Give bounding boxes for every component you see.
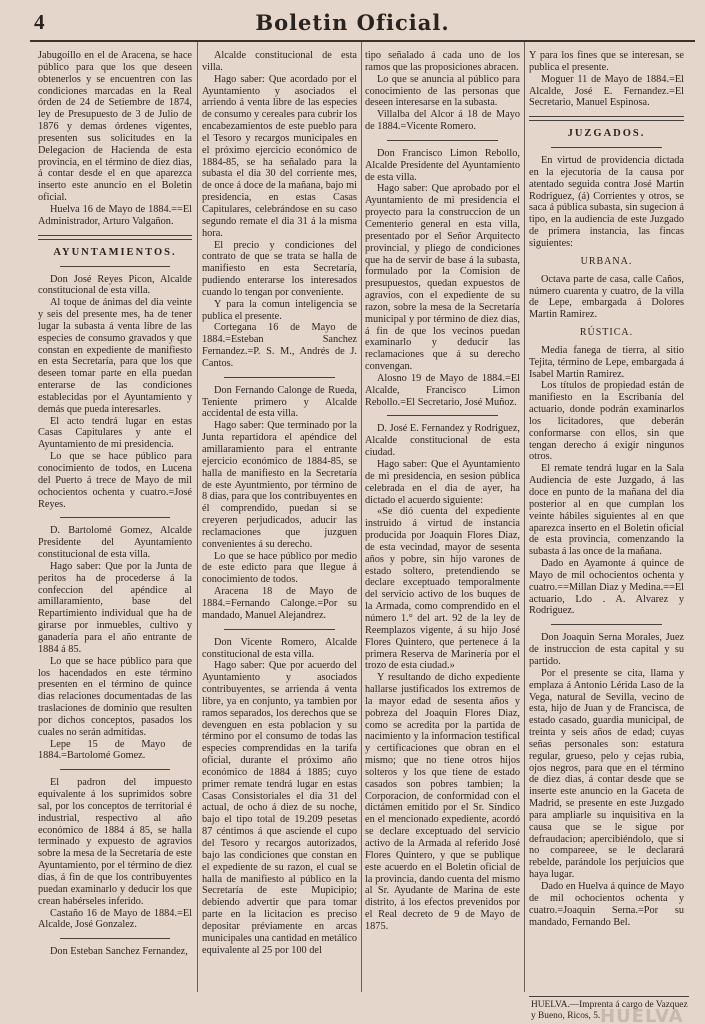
notice-signature: Dado en Ayamonte á quince de Mayo de mil ochocientos ochenta y cuatro.==Millan Diaz y Medina.==El actuario, Ldo . A. Alvarez y Rodriguez. xyxy=(529,558,684,617)
notice-heading: Don Joaquin Serna Morales, Juez de instruccion de esta capital y su partido. xyxy=(529,632,684,667)
notice-paragraph: Media fanega de tierra, al sitio Tejita, término de Lepe, embargada á Isabel Martin Ramirez. xyxy=(529,344,684,380)
notice-signature: Aracena 18 de Mayo de 1884.=Fernando Calonge.=Por su mandado, Manuel Alejandrez. xyxy=(202,586,357,621)
notice-paragraph: Los títulos de propiedad están de manifiesto en la Escribanía del actuario, donde podrán examinarlos los licitadores, que deberán conformarse con ellos, sin que tengan derecho á exigir ningunos otros. xyxy=(529,380,684,463)
notice-paragraph: Hago saber: Que el Ayuntamiento de mi presidencia, en sesion pública celebrada en el dia de ayer, ha dictado el acuerdo siguiente: xyxy=(365,459,520,506)
page-header xyxy=(0,0,705,44)
notice-paragraph: «Se dió cuenta del expediente instruido á virtud de instancia producida por Joaquin Flores Diaz, de esta vecindad, mayor de sesenta años y pobre, sin hijo varones de estado soltero, pretendiendo se declare exceptuado temporalmente del servicio activo de los buques de la Armada, como comprendido en el número 1.° del art. 92 de la ley de Reemplazos vigente, á su hijo José Flores Quintero, que pertenece á la primera Reserva de Marinería por el trozo de esta ciudad.» xyxy=(365,506,520,672)
notice-continuation: tipo señalado á cada uno de los ramos que las proposiciones abracen. xyxy=(365,50,520,73)
notice-heading: Don Fernando Calonge de Rueda, Teniente primero y Alcalde accidental de esta villa. xyxy=(202,384,357,420)
notice-paragraph: Lo que se hace público para conocimiento de todos, en Lucena del Puerto á trece de Mayo de mil ochocientos ochenta y cuatro.=José Reyes. xyxy=(38,451,192,510)
page-number: 4 xyxy=(34,10,45,34)
notice-paragraph: Hago saber: Que por la Junta de peritos ha de procederse á la confeccion del apéndice al amillaramiento, base del Repartimiento individual que ha de girarse por inmuebles, cultivo y ganadería para el año entrante de 1884 á 85. xyxy=(38,560,192,655)
notice-heading: Alcalde constitucional de esta villa. xyxy=(202,50,357,73)
notice-continuation: Y para los fines que se interesan, se publica el presente. xyxy=(529,50,684,73)
subheading-rustica: RÚSTICA. xyxy=(579,327,634,339)
section-heading-juzgados: JUZGADOS. xyxy=(567,128,646,140)
notice-paragraph: Al toque de ánimas del dia veinte y seis del presente mes, ha de tener lugar la subasta á venta libre de las especies de consumo gravados y que constan en expediente de manifiesto en esta Secretaría, para que los que deseen tomar parte en ella puedan enterarse de las condiciones establecidas por el Ayuntamiento y demás que pueda interesarles. xyxy=(38,297,192,415)
separator xyxy=(224,629,335,630)
footer-rule xyxy=(529,996,689,997)
column-2 xyxy=(202,50,357,990)
separator xyxy=(387,415,498,416)
notice-paragraph: En virtud de providencia dictada en la ejecutoria de la causa por atentado seguida contra José Martin Rodriguez, (á) Corrientes y otros, se saca á pública subasta, sin sugecion á tipo, en la audiencia de este Juzgado de primera instancia, las fincas siguientes: xyxy=(529,155,684,249)
column-3 xyxy=(365,50,520,990)
notice-paragraph: Por el presente se cita, llama y emplaza á Antonio Lérida Laso de la Vega, natural de Sevilla, vecino de esta, hijo de Juan y de Francisca, de estado casado, guardia municipal, de treinta y seis años de edad; cuyas señas personales son: estatura regular, grueso, pelo y cejas rubia, ojos negros, para que en el término de diez dias, á contar desde que se inserte este anuncio en la Gaceta de Madrid, se presente en este Juzgado para ampliarle su inquisitiva en la causa que se le sigue por defraudacion; apercibiéndolo, que si no compareee, se le declarará rebelde, parándole los perjuicios que haya lugar. xyxy=(529,667,684,881)
page-title: Boletin Oficial. xyxy=(255,10,450,35)
separator xyxy=(60,769,170,770)
notice-paragraph: El remate tendrá lugar en la Sala Audiencia de este Juzgado, á las doce en punto de la mañana del dia posterior al en que cumplan los veinte hábiles siguientes al en que aparezca inserto en el Boletin oficial de esta provincia, comenzando la subasta á las once de la mañana. xyxy=(529,463,684,558)
subheading-urbana: URBANA. xyxy=(580,255,633,267)
notice-paragraph: Y para la comun inteligencia se publica el presente. xyxy=(202,298,357,322)
column-1 xyxy=(38,50,192,990)
notice-heading: D. Bartolomé Gomez, Alcalde Presidente del Ayuntamiento constitucional de esta villa. xyxy=(38,525,192,561)
notice-signature: Cortegana 16 de Mayo de 1884.=Esteban Sanchez Fernandez.=P. S. M., Andrés de J. Cantos. xyxy=(202,322,357,369)
section-rule xyxy=(38,235,192,240)
notice-heading: Don José Reyes Picon, Alcalde constitucional de esta villa. xyxy=(38,273,192,297)
separator xyxy=(60,517,170,518)
notice-paragraph: Hago saber: Que terminado por la Junta repartidora el apéndice del amillaramiento para el entrante ejercicio económico de 1884-85, se halla de manifiesto en la Secretaría de este Ayuntmiento, por término de 8 dias, para que los contribuyentes en él comprendido, puedan si se creyeren perjudicados, aducir las reclamaciones que juzguen convenientes á su derecho. xyxy=(202,420,357,550)
notice-signature: Dado en Huelva á quince de Mayo de mil ochocientos ochenta y cuatro.=Joaquin Serna.=Por su mandado, Fernando Bel. xyxy=(529,881,684,928)
separator xyxy=(60,266,170,267)
notice-heading: Don Vicente Romero, Alcalde constitucional de esta villa. xyxy=(202,636,357,660)
notice-paragraph: El precio y condiciones del contrato de que se trata se halla de manifiesto en esta Secretaría, pudiendo enterarse los interesados cuando lo tengan por conveniente. xyxy=(202,239,357,298)
separator xyxy=(224,377,335,378)
header-rule xyxy=(30,40,695,42)
notice-paragraph: El padron del impuesto equivalente á los suprimidos sobre sal, por los conceptos de territorial é industrial, respectivo al año económico de 1884 á 85, se halla terminado y expuesto de agravios sobre la mesa de la Secretaría de este Ayuntamiento, por el término de diez dias, á fin de que los contribuyentes puedan examinarlo y deducir los que crean habérseles inferido. xyxy=(38,777,192,907)
notice-continuation: Jabugoillo en el de Aracena, se hace público para que los que deseen obtenerlos y se encuentren con las condiciones marcadas en la Real órden de 24 de Setiembre de 1874, ley de Presupuesto de 3 de Julio de 1876 y demas órdenes vigentes, presenten sus solicitudes en la Delegacion de Hacienda de esta provincia, en el término de diez dias, á contar desde el en que aparezca inserto este anuncio en el Boletin oficial. xyxy=(38,50,192,204)
notice-heading: Don Francisco Limon Rebollo, Alcalde Presidente del Ayuntamiento de esta villa. xyxy=(365,147,520,183)
printer-imprint: HUELVA.—Imprenta á cargo de Vazquez y Bueno, Ricos, 5. xyxy=(531,1000,688,1021)
column-divider xyxy=(361,42,362,992)
separator xyxy=(551,147,662,148)
notice-signature: Alosno 19 de Mayo de 1884.=El Alcalde, Francisco Limon Rebollo.=El Secretario, José Muñoz. xyxy=(365,372,520,408)
section-rule xyxy=(529,116,684,121)
separator xyxy=(387,140,498,141)
notice-paragraph: Hago saber: Que acordado por el Ayuntamiento y asociados el arriendo á venta libre de las especies de consumo y cereales para cubrir los encabezamientos de este pueblo para el Tesoro y recargos municipales en el próximo ejercicio económico de 1884-85, se ha señalado para la subasta el dia 30 del corriente mes, de once á doce de la mañana, bajo mi presidencia, en estas Casas Capitulares, celebrándose en su caso segundo remate el dia 31 á la misma hora. xyxy=(202,73,357,239)
notice-paragraph: Lo que se hace público por medio de este edicto para que llegue á conocimiento de todos. xyxy=(202,550,357,586)
notice-paragraph: Octava parte de casa, calle Caños, número cuarenta y cuatro, de la villa de Lepe, embargada á Dolores Martin Ramirez. xyxy=(529,273,684,321)
notice-paragraph: El acto tendrá lugar en estas Casas Capitulares y ante el Ayuntamiento de mi presidencia. xyxy=(38,415,192,451)
notice-paragraph: Hago saber: Que por acuerdo del Ayuntamiento y asociados contribuyentes, se arrienda á venta libre, ya en conjunto, ya tambien por ramos separados, los derechos que se devenguen en esta poblacion y su término por el consumo de todas las especies comprendidas en la tarifa oficial, durante el próximo año económico de 1884 á 1885; cuyo primer remate tendrá lugar en estas Casas Consistoriales el dia 31 del actual, de ocho á diez de su noche, bajo el tipo total de 19.209 pesetas 87 céntimos á que asciende el cupo del Tesoro y recargos autorizados, bajo las condiciones que constan en el expediente de su razon, el cual se halla de manifiesto al público en la Secretaría de este Mupicipio; debiendo advertir que para tomar parte en la licitacion es preciso depositar préviamente en arcas municipales una cantidad en metálico equivalente al 25 por 100 del xyxy=(202,660,357,956)
separator xyxy=(60,938,170,939)
notice-signature: Huelva 16 de Mayo de 1884.==El Administrador, Arturo Valgañon. xyxy=(38,203,192,227)
notice-heading: Don Esteban Sanchez Fernandez, xyxy=(50,946,188,958)
notice-signature: Moguer 11 de Mayo de 1884.=El Alcalde, José E. Fernandez.=El Secretario, Manuel Espinosa. xyxy=(529,73,684,109)
column-4 xyxy=(529,50,684,990)
notice-signature: Lepe 15 de Mayo de 1884.=Bartolomé Gomez. xyxy=(38,738,192,762)
watermark-logo: HUELVA xyxy=(600,1006,684,1024)
column-divider xyxy=(197,42,198,992)
notice-paragraph: Lo que se anuncia al público para conocimiento de las personas que deseen interesarse en la subasta. xyxy=(365,73,520,109)
column-divider xyxy=(524,42,525,992)
notice-signature: Castaño 16 de Mayo de 1884.=El Alcalde, José Gonzalez. xyxy=(38,907,192,931)
section-heading-ayuntamientos: AYUNTAMIENTOS. xyxy=(53,246,177,258)
notice-paragraph: Lo que se hace público para que los hacendados en este término presenten en el término de quince dias relaciones documentadas de las traslaciones de dominio que resulten por dichos conceptos, pasados los cuales no serán admitidas. xyxy=(38,655,192,738)
notice-paragraph: Y resultando de dicho expediente hallarse justificados los extremos de la mayor edad de sesenta años y pobreza del Joaquin Flores Diaz, como se acredita por la partida de nacimiento y la informacion testifical y certificaciones que obran en el mismo; que no tiene otros hijos solteros y los que tiene de estado casados son pobres tambien; la Corporacion, de conformidad con el dictámen emitido por el Sr. Síndico en el mencionado expediente, acordó se declare exceptuado del servicio activo de la Armada al referido José Flores Quintero, y que se publique este acuerdo en el Boletin oficial de la provincia, dando cuenta del mismo al Sr. Ayudante de Marina de este distrito, á los efectos prevenidos por el Real decreto de 9 de Mayo de 1875. xyxy=(365,672,520,932)
notice-paragraph: Hago saber: Que aprobado por el Ayuntamiento de mi presidencia el proyecto para la construccion de un Cementerio general en esta villa, presentado por el Señor Arquitecto provincial, y pliego de condiciones que ha de servir de base á la subasta, formulado por la Comision de presupuestos, quedan expuestos de agravios, con el expediente de su razon, sobre la mesa de la Secretaría municipal y por término de diez dias, á fin de que los vecinos puedan examinarlo y deducir las reclamaciones que á su derecho convengan. xyxy=(365,183,520,373)
notice-signature: Villalba del Alcor á 18 de Mayo de 1884.=Vicente Romero. xyxy=(365,109,520,133)
separator xyxy=(551,624,662,625)
notice-heading: D. José E. Fernandez y Rodriguez, Alcalde constitucional de esta ciudad. xyxy=(365,423,520,459)
